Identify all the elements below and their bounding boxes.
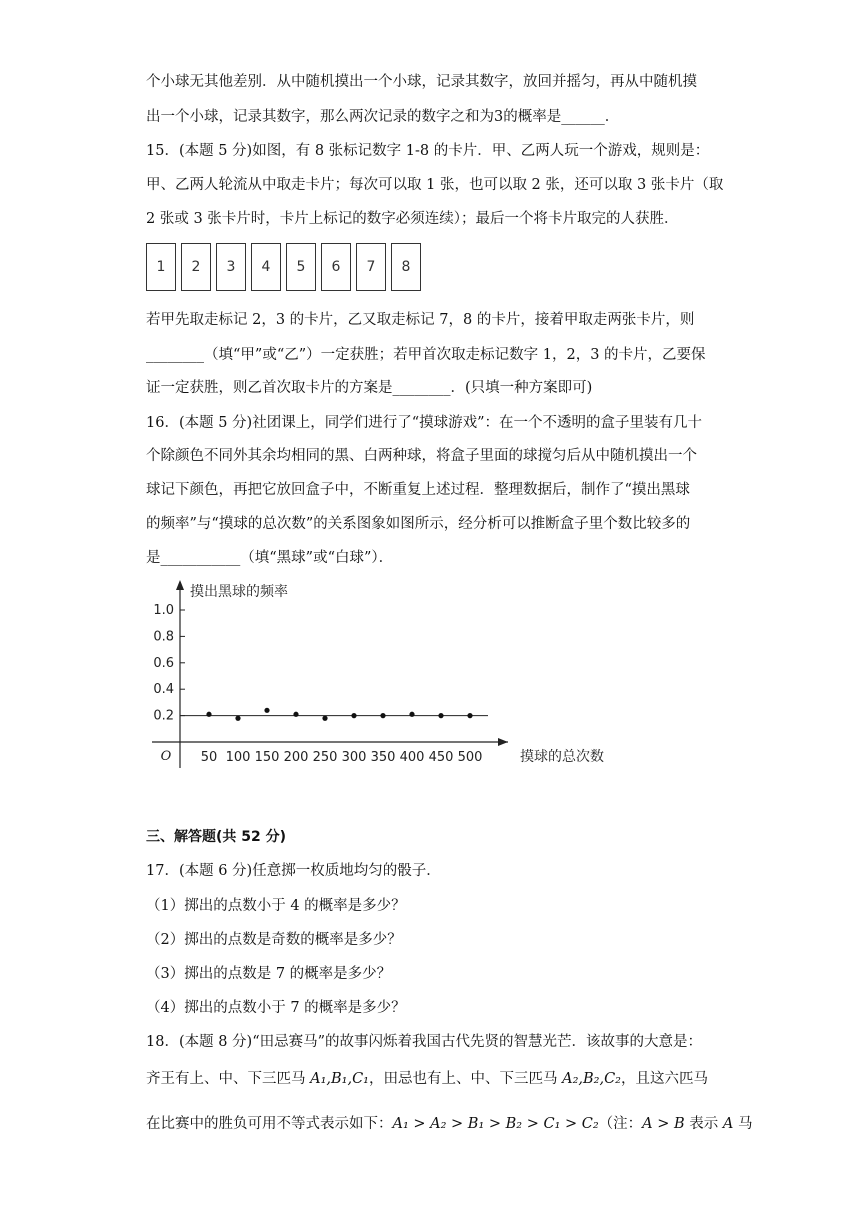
y-tick-label: 0.8 [153, 629, 174, 645]
data-point [467, 713, 472, 718]
q18-text: ，田忌也有上、中、下三匹马 [369, 1071, 563, 1087]
x-axis-label: 摸球的总次数 [520, 749, 604, 765]
q16-line: 球记下颜色，再把它放回盒子中，不断重复上述过程．整理数据后，制作了“摸出黑球 [146, 482, 690, 498]
data-point [438, 713, 443, 718]
card: 5 [286, 243, 316, 291]
card: 3 [216, 243, 246, 291]
frequency-scatter-chart [140, 570, 620, 780]
data-point [322, 716, 327, 721]
q18-text: （注： [598, 1116, 643, 1132]
q18-math: A > B [642, 1116, 685, 1132]
q17-item: （4）掷出的点数小于 7 的概率是多少？ [146, 1000, 406, 1016]
q15-line: 证一定获胜，则乙首次取卡片的方案是________．(只填一种方案即可) [146, 380, 593, 396]
q16-line: 个除颜色不同外其余均相同的黑、白两种球，将盒子里面的球搅匀后从中随机摸出一个 [146, 448, 697, 464]
q17-item: （3）掷出的点数是 7 的概率是多少？ [146, 966, 392, 982]
q18-line: 18．(本题 8 分)“田忌赛马”的故事闪烁着我国古代先贤的智慧光芒．该故事的大意是： [146, 1034, 703, 1050]
x-tick-label: 400 [399, 750, 425, 765]
section-title: 三、解答题(共 52 分) [146, 829, 287, 845]
q18-line [146, 1069, 708, 1089]
data-point [351, 713, 356, 718]
q15-line: 甲、乙两人轮流从中取走卡片；每次可以取 1 张，也可以取 2 张，还可以取 3 张卡片（取 [146, 177, 724, 193]
y-axis-label: 摸出黑球的频率 [190, 584, 288, 600]
q18-text: ，且这六匹马 [621, 1071, 708, 1087]
data-point [409, 712, 414, 717]
x-tick-label: 450 [428, 750, 454, 765]
q15-line: 2 张或 3 张卡片时，卡片上标记的数字必须连续）；最后一个将卡片取完的人获胜． [146, 211, 679, 227]
data-point [235, 716, 240, 721]
x-tick-label: 50 [200, 750, 218, 765]
q17-item: （1）掷出的点数小于 4 的概率是多少？ [146, 898, 406, 914]
card: 8 [391, 243, 421, 291]
x-tick-label: 500 [457, 750, 483, 765]
card: 6 [321, 243, 351, 291]
card: 4 [251, 243, 281, 291]
x-tick-label: 100 [225, 750, 251, 765]
q14-line: 出一个小球，记录其数字，那么两次记录的数字之和为3的概率是______． [146, 109, 620, 125]
y-tick-label: 1.0 [153, 603, 174, 618]
q18-text: 齐王有上、中、下三匹马 [146, 1071, 311, 1087]
card: 2 [181, 243, 211, 291]
q17-stem: 17．(本题 6 分)任意掷一枚质地均匀的骰子． [146, 863, 441, 879]
q16-line: 是___________（填“黑球”或“白球”）． [146, 550, 394, 566]
card-row [146, 243, 421, 291]
x-tick-label: 350 [370, 750, 396, 765]
q18-math: A [722, 1116, 734, 1132]
q15-line: 若甲先取走标记 2，3 的卡片，乙又取走标记 7，8 的卡片，接着甲取走两张卡片，则 [146, 312, 695, 328]
q14-line: 个小球无其他差别．从中随机摸出一个小球，记录其数字，放回并摇匀，再从中随机摸 [146, 74, 697, 90]
origin-label: O [160, 749, 172, 764]
q18-text: 马 [733, 1116, 753, 1132]
y-tick-label: 0.2 [153, 708, 174, 724]
y-tick-label: 0.6 [153, 655, 174, 671]
x-tick-label: 300 [341, 750, 367, 765]
card: 7 [356, 243, 386, 291]
x-tick-label: 250 [312, 750, 338, 765]
q18-math: A₁,B₁,C₁ [310, 1071, 369, 1087]
x-tick-label: 200 [283, 750, 309, 765]
q18-text: 表示 [684, 1116, 723, 1132]
card: 1 [146, 243, 176, 291]
q15-line: ________（填“甲”或“乙”）一定获胜；若甲首次取走标记数字 1，2，3 的卡片，乙要保 [146, 347, 706, 363]
y-tick-label: 0.4 [153, 682, 174, 698]
q15-line: 15．(本题 5 分)如图，有 8 张标记数字 1-8 的卡片．甲、乙两人玩一个游戏，规则是： [146, 143, 710, 159]
q16-line: 的频率”与“摸球的总次数”的关系图象如图所示，经分析可以推断盒子里个数比较多的 [146, 516, 691, 532]
y-axis-arrow [176, 580, 184, 590]
q17-item: （2）掷出的点数是奇数的概率是多少？ [146, 932, 402, 948]
data-point [264, 708, 269, 713]
q18-line [146, 1114, 752, 1134]
x-axis-arrow [498, 738, 508, 746]
q18-text: 在比赛中的胜负可用不等式表示如下： [146, 1116, 393, 1132]
q16-line: 16．(本题 5 分)社团课上，同学们进行了“摸球游戏”：在一个不透明的盒子里装有几十 [146, 415, 703, 431]
q18-math: A₁ > A₂ > B₁ > B₂ > C₁ > C₂ [392, 1116, 599, 1132]
data-point [206, 712, 211, 717]
data-point [293, 712, 298, 717]
x-tick-label: 150 [254, 750, 280, 765]
data-point [380, 713, 385, 718]
q18-math: A₂,B₂,C₂ [562, 1071, 621, 1087]
